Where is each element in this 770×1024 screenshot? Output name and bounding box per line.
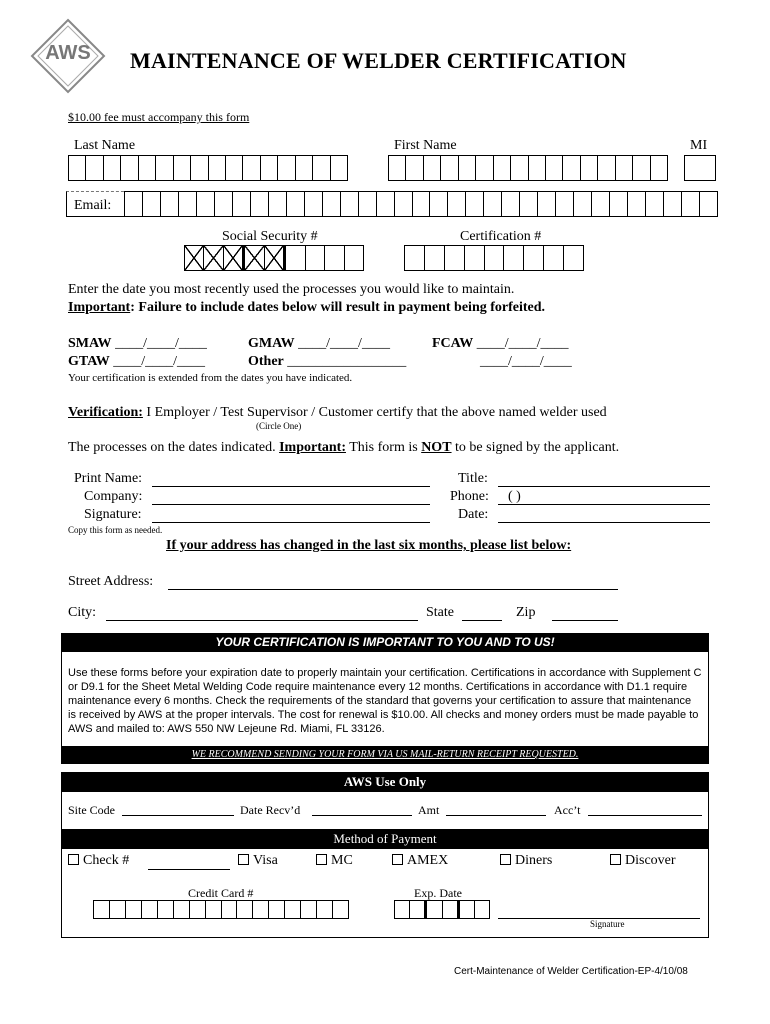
street-field[interactable]	[168, 589, 618, 590]
acct-label: Acc’t	[554, 803, 581, 817]
phone-field[interactable]	[498, 504, 710, 505]
important-panel-header: YOUR CERTIFICATION IS IMPORTANT TO YOU AND TO US!	[61, 633, 709, 652]
copy-note: Copy this form as needed.	[68, 525, 163, 535]
verification-line2: The processes on the dates indicated. Important: This form is NOT to be signed by the applicant.	[68, 440, 620, 455]
logo-text: AWS	[45, 42, 91, 64]
important-word: Important	[68, 300, 131, 315]
date-recvd-label: Date Recv’d	[240, 803, 301, 817]
acct-field[interactable]	[588, 815, 702, 816]
company-field[interactable]	[152, 504, 430, 505]
process-smaw[interactable]: SMAW ____/____/____	[68, 336, 207, 351]
last-name-label: Last Name	[74, 138, 136, 153]
mc-checkbox-icon[interactable]	[316, 854, 327, 865]
credit-card-boxes[interactable]	[93, 900, 349, 919]
site-code-label: Site Code	[68, 803, 115, 817]
email-label: Email:	[74, 198, 112, 213]
form-id-footer: Cert-Maintenance of Welder Certification-EP-4/10/08	[454, 966, 688, 977]
check-checkbox-icon[interactable]	[68, 854, 79, 865]
instructions-line1: Enter the date you most recently used the processes you would like to maintain.	[68, 282, 515, 297]
zip-label: Zip	[516, 605, 536, 620]
signature-field[interactable]	[152, 522, 430, 523]
site-code-field[interactable]	[122, 815, 234, 816]
title-field[interactable]	[498, 486, 710, 487]
amt-label: Amt	[418, 803, 440, 817]
payment-check[interactable]: Check #	[68, 853, 129, 869]
instructions-line2	[68, 300, 545, 316]
process-gmaw[interactable]: GMAW ____/____/____	[248, 336, 390, 351]
payment-diners[interactable]: Diners	[500, 853, 552, 869]
visa-checkbox-icon[interactable]	[238, 854, 249, 865]
first-name-label: First Name	[394, 138, 457, 153]
cert-boxes[interactable]	[404, 245, 584, 271]
aws-signature-label: Signature	[590, 919, 625, 929]
print-name-label: Print Name:	[74, 471, 143, 486]
important-panel-footer: WE RECOMMEND SENDING YOUR FORM VIA US MAIL-RETURN RECEIPT REQUESTED.	[61, 746, 709, 763]
circle-one-note: (Circle One)	[256, 421, 302, 431]
payment-header: Method of Payment	[61, 829, 709, 849]
instructions-warning: : Failure to include dates below will result in payment being forfeited.	[130, 300, 546, 315]
extended-note: Your certification is extended from the dates you have indicated.	[68, 372, 353, 384]
zip-field[interactable]	[552, 620, 618, 621]
discover-checkbox-icon[interactable]	[610, 854, 621, 865]
title-label: Title:	[458, 471, 488, 486]
print-name-field[interactable]	[152, 486, 430, 487]
date-label: Date:	[458, 507, 489, 522]
process-extra-date[interactable]: ____/____/____	[480, 354, 572, 369]
ssn-label: Social Security #	[222, 229, 318, 244]
aws-logo	[30, 18, 106, 94]
credit-card-label: Credit Card #	[188, 886, 254, 900]
address-heading: If your address has changed in the last six months, please list below:	[166, 538, 572, 553]
amt-field[interactable]	[446, 815, 546, 816]
page-title: MAINTENANCE OF WELDER CERTIFICATION	[130, 48, 627, 73]
fee-note: $10.00 fee must accompany this form	[68, 110, 250, 124]
state-field[interactable]	[462, 620, 502, 621]
company-label: Company:	[84, 489, 143, 504]
mi-box[interactable]	[684, 155, 716, 181]
process-fcaw[interactable]: FCAW ____/____/____	[432, 336, 569, 351]
phone-label: Phone:	[450, 489, 489, 504]
last-name-boxes[interactable]	[68, 155, 348, 181]
important-panel-body: Use these forms before your expiration date to properly maintain your certification. Certifications in accordance with Supplement C or D9.1 for the Sheet Metal Welding Code require maintenance every 12 months. Certifications in accordance with D1.1 require maintenance every 6 months. Check the requirements of the standard that governs your certification to assure that maintenance is received by AWS at the proper intervals. The cost for renewal is $10.00. All checks and money orders must be made payable to AWS and mailed to: AWS 550 NW Lejeune Rd. Miami, FL 33126.	[68, 667, 702, 735]
mi-label: MI	[690, 138, 708, 153]
phone-paren: ( )	[508, 489, 521, 504]
first-name-boxes[interactable]	[388, 155, 668, 181]
date-recvd-field[interactable]	[312, 815, 412, 816]
ssn-boxes[interactable]	[184, 245, 364, 271]
process-gtaw[interactable]: GTAW ____/____/____	[68, 354, 206, 369]
state-label: State	[426, 605, 454, 620]
date-field[interactable]	[498, 522, 710, 523]
cert-label: Certification #	[460, 229, 542, 244]
street-label: Street Address:	[68, 574, 154, 589]
process-other[interactable]: Other _________________	[248, 354, 407, 369]
diners-checkbox-icon[interactable]	[500, 854, 511, 865]
payment-visa[interactable]: Visa	[238, 853, 278, 869]
verification-label: Verification:	[68, 405, 143, 420]
amex-checkbox-icon[interactable]	[392, 854, 403, 865]
city-field[interactable]	[106, 620, 418, 621]
exp-date-boxes[interactable]	[394, 900, 490, 919]
payment-discover[interactable]: Discover	[610, 853, 676, 869]
city-label: City:	[68, 605, 97, 620]
payment-amex[interactable]: AMEX	[392, 853, 448, 869]
verification-line: Verification: I Employer / Test Supervisor / Customer certify that the above named welder used	[68, 405, 607, 420]
check-number-field[interactable]	[148, 869, 230, 870]
exp-date-label: Exp. Date	[414, 886, 462, 900]
aws-use-header: AWS Use Only	[61, 772, 709, 792]
email-boxes[interactable]	[124, 191, 718, 217]
signature-label: Signature:	[84, 507, 142, 522]
payment-mc[interactable]: MC	[316, 853, 353, 869]
